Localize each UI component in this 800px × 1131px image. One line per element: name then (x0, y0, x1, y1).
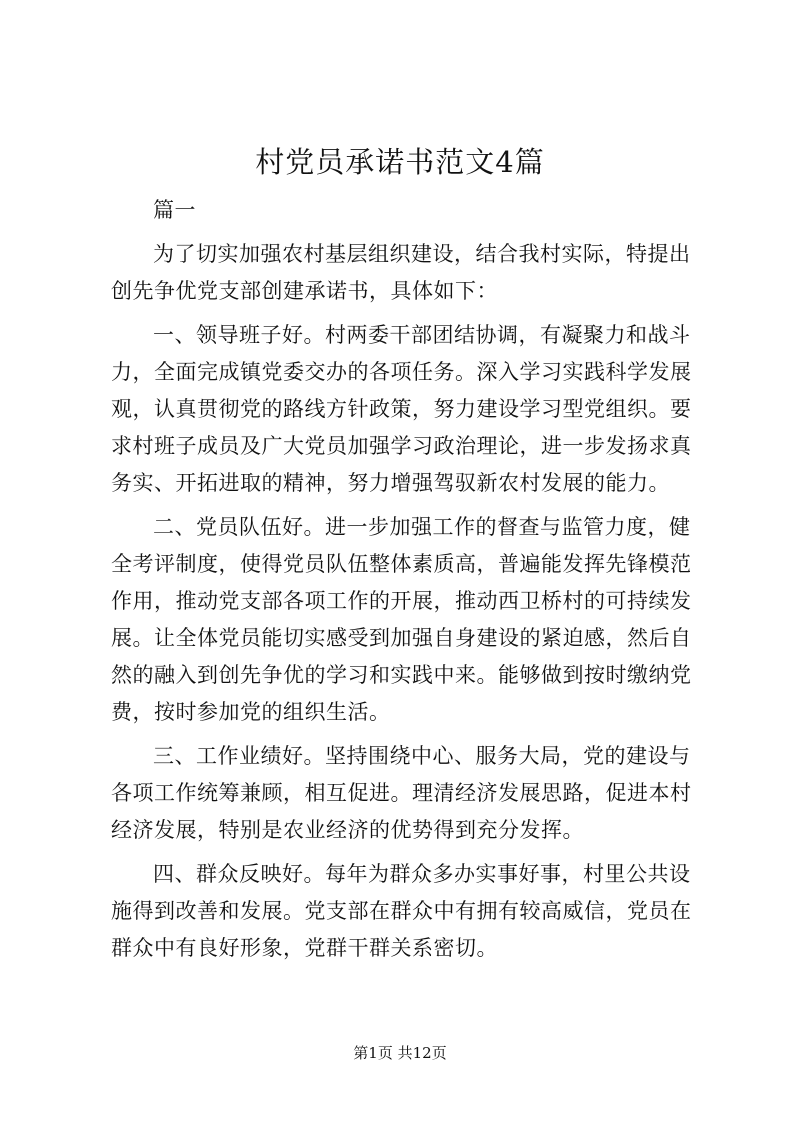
section-label: 篇一 (153, 198, 196, 222)
paragraph-leadership: 一、领导班子好。村两委干部团结协调，有凝聚力和战斗力，全面完成镇党委交办的各项任务。深入学习实践科学发展观，认真贯彻党的路线方针政策，努力建设学习型党组织。要求村班子成员及广大党员加强学习政治理论，进一步发扬求真务实、开拓进取的精神，努力增强驾驭新农村发展的能力。 (111, 323, 692, 495)
document-title: 村党员承诺书范文4篇 (255, 145, 545, 179)
document-body (111, 192, 705, 967)
paragraph-public-feedback: 四、群众反映好。每年为群众多办实事好事，村里公共设施得到改善和发展。党支部在群众中有拥有较高威信，党员在群众中有良好形象，党群干群关系密切。 (111, 862, 692, 960)
paragraph-performance: 三、工作业绩好。坚持围绕中心、服务大局，党的建设与各项工作统筹兼顾，相互促进。理清经济发展思路，促进本村经济发展，特别是农业经济的优势得到充分发挥。 (111, 744, 692, 842)
paragraph-intro: 为了切实加强农村基层组织建设，结合我村实际，特提出创先争优党支部创建承诺书，具体如下： (111, 242, 691, 303)
page-number-footer: 第1页 共12页 (353, 1044, 447, 1062)
paragraph-members: 二、党员队伍好。进一步加强工作的督查与监管力度，健全考评制度，使得党员队伍整体素质高，普遍能发挥先锋模范作用，推动党支部各项工作的开展，推动西卫桥村的可持续发展。让全体党员能切实感受到加强自身建设的紧迫感，然后自然的融入到创先争优的学习和实践中来。能够做到按时缴纳党费，按时参加党的组织生活。 (111, 515, 692, 724)
